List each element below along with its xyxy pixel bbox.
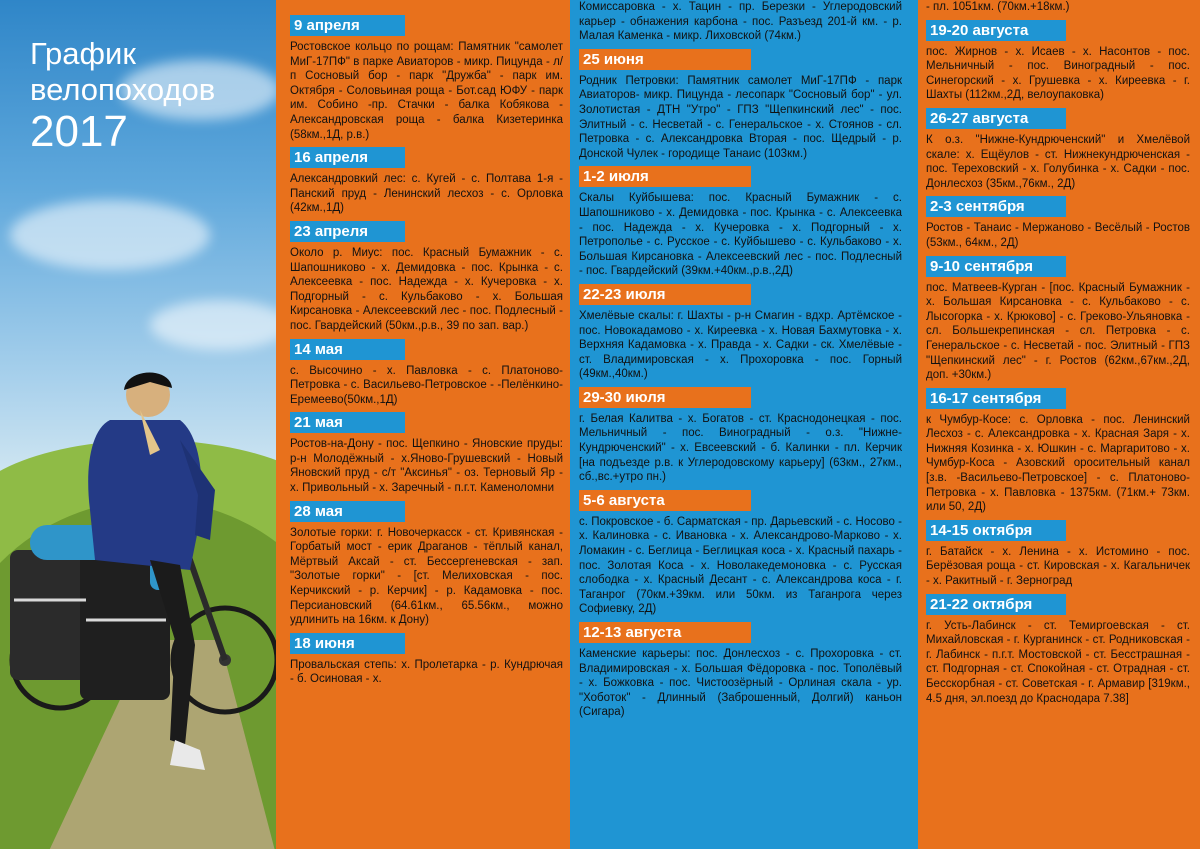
- date-header: 29-30 июля: [579, 387, 751, 408]
- date-header: 21-22 октября: [926, 594, 1066, 615]
- route-text: с. Покровское - б. Сарматская - пр. Дарьевский - с. Носово - х. Калиновка - с. Ивановка - х. Александрово-Марково - х. Ломакин - с. Беглица - Беглицкая коса - х. Красный пахарь - пос. Золотая Коса - х. Новолакедемоновка - с. Русская слободка - х. Красный Десант - с. Александрова коса - г. Таганрог (70км.+39км. или 50км. из Таганрога через Софиевку, 2Д): [579, 515, 902, 616]
- date-header: 9 апреля: [290, 15, 405, 36]
- date-header: 23 апреля: [290, 221, 405, 242]
- route-text: Скалы Куйбышева: пос. Красный Бумажник - с. Шапошниково - х. Демидовка - пос. Крынка - с. Алексеевка - пос. Надежда - х. Кучеровка - х. Подгорный - х. Петрополье - с. Русское - с. Куйбышево - с. Кульбаково - х. Большая Кирсановка - Алексеевский лес - пос. Подлесный - пос. Гвардейский (39км.+40км.,р.в.,2Д): [579, 192, 902, 278]
- schedule-column-2: [570, 0, 918, 849]
- date-header: 21 мая: [290, 412, 405, 433]
- date-header: 5-6 августа: [579, 490, 751, 511]
- route-text-continued: Комиссаровка - х. Тацин - пр. Березки - Углеродовский карьер - обнажения карбона - пос. Разъезд 201-й км. - р. Малая Каменка - микр. Лиховской (74км.): [579, 1, 902, 43]
- cyclist-figure: [0, 360, 276, 849]
- route-text: пос. Жирнов - х. Исаев - х. Насонтов - пос. Мельничный - пос. Виноградный - пос. Синегорский - х. Грушевка - х. Киреевка - г. Шахты (112км.,2Д, велоупаковка): [926, 45, 1190, 102]
- cyclist-photo: [0, 0, 276, 849]
- date-header: 18 июня: [290, 633, 405, 654]
- route-text: пос. Матвеев-Курган - [пос. Красный Бумажник - х. Большая Кирсановка - с. Кульбаково - с. Лысогорка - х. Крюково] - с. Греково-Ульяновка - сл. Большекрепинская - сл. Петровка - с. Генеральское - с. Несветай - пос. Элитный - ГПЗ "Щепкинский лес" - г. Ростов (62км.,67км.,2Д, доп. +30км.): [926, 281, 1190, 382]
- date-header: 14 мая: [290, 339, 405, 360]
- date-header: 22-23 июля: [579, 284, 751, 305]
- cloud: [150, 300, 276, 350]
- route-text-continued: - пл. 1051км. (70км.+18км.): [926, 1, 1070, 13]
- route-text: Хмелёвые скалы: г. Шахты - р-н Смагин - вдхр. Артёмское - пос. Новокадамово - х. Киреевка - х. Новая Бахмутовка - х. Верхняя Кадамовка - х. Правда - х. Садки - ск. Хмелёвые - ст. Владимировская - х. Прохоровка - пос. Горный (49км.,40км.): [579, 309, 902, 381]
- route-text: Золотые горки: г. Новочеркасск - ст. Кривянская - Горбатый мост - ерик Драганов - тёплый канал, Мёртвый Аксай - ст. Бессергеневская - зап. "Золотые горки" - [ст. Мелиховская - пос. Керчикский - р. Керчик] - р. Кадамовка - пос. Персиановский (64.61км., 65.56км., можно удлинить на 16км. к Дону): [290, 526, 563, 627]
- date-header: 9-10 сентября: [926, 256, 1066, 277]
- route-text: Ростов - Танаис - Мержаново - Весёлый - Ростов (53км., 64км., 2Д): [926, 222, 1190, 249]
- schedule-column-1: [276, 0, 570, 849]
- route-text: Около р. Миус: пос. Красный Бумажник - с. Шапошниково - х. Демидовка - пос. Крынка - с. Алексеевка - пос. Надежда - х. Кучеровка - х. Подгорный - с. Кульбаково - х. Большая Кирсановка - Алексеевский лес - пос. Подлесный - пос. Гвардейский (50км.,р.в., 39 по зап. вар.): [290, 246, 563, 332]
- title-line-2: велопоходов: [30, 72, 216, 107]
- route-text: к Чумбур-Косе: с. Орловка - пос. Ленинский Лесхоз - с. Александровка - х. Красная Заря - х. Нижняя Козинка - х. Юшкин - с. Маргаритово - х. Чумбур-Коса - Азовский оросительный канал [з.в. -Васильево-Петровское] - с. Платоново-Петровка - х. Павловка - 1375км. (71км.+ 73км. или 50, 2Д): [926, 413, 1190, 514]
- route-text: с. Высочино - х. Павловка - с. Платоново-Петровка - с. Васильево-Петровское - -Пелёнкино-Еремеево(50км.,1Д): [290, 364, 563, 406]
- date-header: 25 июня: [579, 49, 751, 70]
- date-header: 16 апреля: [290, 147, 405, 168]
- route-text: г. Батайск - х. Ленина - х. Истомино - пос. Берёзовая роща - ст. Кировская - х. Кагальничек - х. Ракитный - г. Зерноград: [926, 545, 1190, 588]
- date-header: 14-15 октября: [926, 520, 1066, 541]
- route-text: Александровкий лес: с. Кугей - с. Полтава 1-я - Панский пруд - Ленинский лесхоз - с. Орловка (42км.,1Д): [290, 173, 563, 215]
- page-title: [30, 36, 215, 156]
- cloud: [10, 200, 210, 270]
- route-text: г. Усть-Лабинск - ст. Темиргоевская - ст. Михайловская - г. Курганинск - ст. Родниковская - г. Лабинск - п.г.т. Мостовской - ст. Бесстрашная - ст. Подгорная - ст. Спокойная - ст. Отрадная - ст. Бесскорбная - ст. Советская - г. Армавир [319км., 4.5 дня, эл.поезд до Краснодара 7.38]: [926, 619, 1190, 705]
- route-text: К о.з. "Нижне-Кундрюченский" и Хмелёвой скале: х. Ещёулов - ст. Нижнекундрюченская - пос. Тереховский - х. Голубинка - х. Садки - пос. Донлесхоз (35км.,76км., 2Д): [926, 133, 1190, 190]
- date-header: 19-20 августа: [926, 20, 1066, 41]
- date-header: 1-2 июля: [579, 166, 751, 187]
- route-text: г. Белая Калитва - х. Богатов - ст. Краснодонецкая - пос. Мельничный - пос. Виноградный - о.з. "Нижне-Кундрюченский" - х. Евсеевский - б. Калинки - пл. Керчик [на подъезде р.в. к Углеродовскому карьеру] (63км., 27км., сб.,вс.+утро пн.): [579, 412, 902, 484]
- date-header: 26-27 августа: [926, 108, 1066, 129]
- date-header: 28 мая: [290, 501, 405, 522]
- route-text: Ростов-на-Дону - пос. Щепкино - Яновские пруды: р-н Молодёжный - х.Яново-Грушевский - Новый Яновский пруд - с/т "Аксинья" - оз. Терновый Яр - х. Привольный - х. Заречный - п.г.т. Каменоломни: [290, 438, 563, 495]
- route-text: Провальская степь: х. Пролетарка - р. Кундрючая - б. Осиновая - х.: [290, 658, 563, 686]
- date-header: 2-3 сентября: [926, 196, 1066, 217]
- route-text: Каменские карьеры: пос. Донлесхоз - с. Прохоровка - ст. Владимировская - х. Большая Фёдоровка - пос. Тополёвый - х. Божковка - пос. Чистоозёрный - Орлиная скала - ур. "Хоботок" - Длинный (Заброшенный, Долгий) каньон (Сигара): [579, 648, 902, 719]
- route-text: Ростовское кольцо по рощам: Памятник "самолет МиГ-17ПФ" в парке Авиаторов - микр. Пицунда - л/п Сосновый бор - парк "Дружба" - парк им. Октября - Соловьиная роща - Бот.сад ЮФУ - парк им. Собино -пр. Стачки - балка Кобякова - Александровская роща - балка Кизетеринка (58км.,1Д, р.в.): [290, 41, 563, 141]
- title-year: 2017: [30, 107, 128, 156]
- route-text: Родник Петровки: Памятник самолет МиГ-17ПФ - парк Авиаторов- микр. Пицунда - лесопарк "Сосновый бор" - ул. Золотистая - ДТН "Утро" - ГПЗ "Щепкинский лес" - пос. Элитный - с. Несветай - с. Генеральское - х. Стоянов - сл. Петровка - с. Александровка Вторая - пос. Щедрый - р. Донской Чулек - городище Танаис (103км.): [579, 74, 902, 160]
- schedule-column-3: [918, 0, 1200, 849]
- date-header: 16-17 сентября: [926, 388, 1066, 409]
- title-line-1: График: [30, 36, 136, 71]
- date-header: 12-13 августа: [579, 622, 751, 643]
